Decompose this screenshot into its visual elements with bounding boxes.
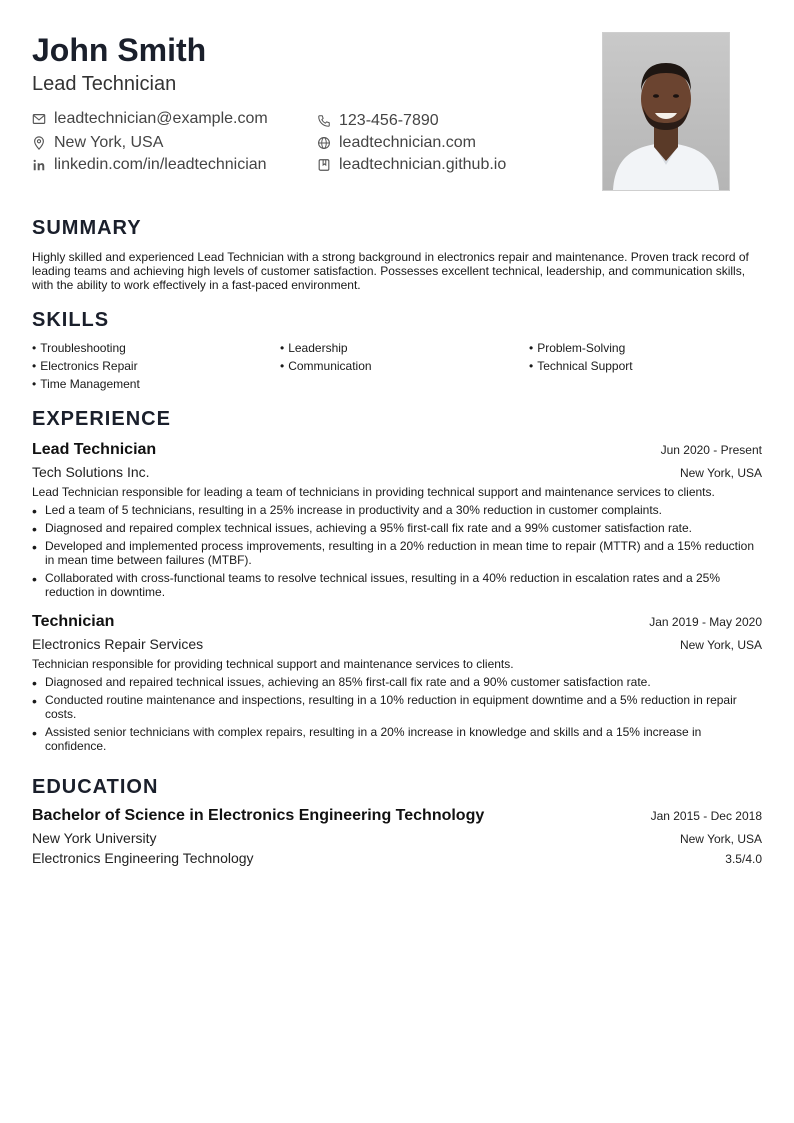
job-company: Electronics Repair Services — [32, 636, 204, 652]
phone-icon — [317, 114, 331, 128]
skill-item: • Electronics Repair — [32, 359, 138, 373]
job-entry — [32, 441, 762, 599]
gpa: 3.5/4.0 — [725, 852, 762, 866]
candidate-role: Lead Technician — [32, 73, 177, 95]
job-achievements — [32, 503, 762, 599]
profile-photo — [602, 32, 730, 191]
skill-item: • Troubleshooting — [32, 341, 126, 355]
linkedin-text: linkedin.com/in/leadtechnician — [54, 156, 267, 173]
skill-item: • Problem-Solving — [529, 341, 626, 355]
education-section — [32, 777, 762, 866]
job-dates: Jan 2019 - May 2020 — [649, 615, 762, 629]
phone-text: 123-456-7890 — [339, 112, 439, 129]
job-description: Technician responsible for providing technical support and maintenance services to clients. — [32, 657, 514, 671]
candidate-name: John Smith — [32, 32, 207, 68]
github-text: leadtechnician.github.io — [339, 156, 507, 173]
experience-heading: EXPERIENCE — [32, 408, 171, 430]
education-heading: EDUCATION — [32, 776, 159, 798]
skills-heading: SKILLS — [32, 309, 110, 331]
achievement-item: • Collaborated with cross-functional teams to resolve technical issues, resulting in a 40% reduction in escalation rates and a 25% reduction in downtime. — [32, 571, 762, 599]
github-icon — [317, 158, 331, 172]
website-text: leadtechnician.com — [339, 134, 476, 151]
location-icon — [32, 136, 46, 150]
achievement-item: • Assisted senior technicians with complex repairs, resulting in a 20% increase in knowledge and skills and a 15% increase in confidence. — [32, 725, 762, 753]
achievement-item: • Diagnosed and repaired complex technical issues, achieving a 95% first-call fix rate and a 99% customer satisfaction rate. — [32, 521, 762, 535]
resume-page — [32, 28, 762, 866]
location-text: New York, USA — [54, 134, 164, 151]
location-item — [32, 133, 163, 153]
linkedin-link[interactable] — [32, 155, 267, 175]
summary-heading: SUMMARY — [32, 217, 142, 239]
achievement-item: • Diagnosed and repaired technical issues, achieving an 85% first-call fix rate and a 90% customer satisfaction rate. — [32, 675, 762, 689]
mail-icon — [32, 112, 46, 126]
github-link[interactable] — [317, 155, 506, 175]
summary-section — [32, 218, 762, 292]
job-dates: Jun 2020 - Present — [660, 443, 762, 457]
skill-item: • Communication — [280, 359, 372, 373]
field-of-study: Electronics Engineering Technology — [32, 850, 254, 866]
degree-title: Bachelor of Science in Electronics Engineering Technology — [32, 807, 485, 824]
skill-item: • Leadership — [280, 341, 348, 355]
email-link[interactable] — [32, 109, 268, 129]
job-location: New York, USA — [679, 638, 762, 652]
skill-item: • Technical Support — [529, 359, 633, 373]
achievement-item: • Conducted routine maintenance and inspections, resulting in a 10% reduction in equipment downtime and a 5% reduction in repair costs. — [32, 693, 762, 721]
summary-text: Highly skilled and experienced Lead Technician with a strong background in electronics repair and maintenance. Proven track record of leading teams and achieving high levels of customer satisfaction. Possesses excellent technical, leadership, and communication skills, with the ability to work effectively in a fast-paced environment. — [32, 250, 749, 292]
education-dates: Jan 2015 - Dec 2018 — [650, 809, 762, 823]
achievement-item: • Developed and implemented process improvements, resulting in a 20% reduction in mean time to repair (MTTR) and a 15% reduction in mean time between failures (MTBF). — [32, 539, 762, 567]
globe-icon — [317, 136, 331, 150]
school-name: New York University — [32, 830, 157, 846]
skills-grid — [32, 341, 762, 391]
email-text: leadtechnician@example.com — [54, 110, 268, 127]
resume-header — [32, 28, 762, 198]
job-location: New York, USA — [679, 466, 762, 480]
job-achievements — [32, 675, 762, 753]
job-entry — [32, 613, 762, 753]
job-title: Technician — [32, 613, 115, 630]
school-location: New York, USA — [679, 832, 762, 846]
skills-section — [32, 310, 762, 391]
job-company: Tech Solutions Inc. — [32, 464, 150, 480]
skill-item: • Time Management — [32, 377, 140, 391]
achievement-item: • Led a team of 5 technicians, resulting in a 25% increase in productivity and a 30% reduction in customer complaints. — [32, 503, 762, 517]
job-title: Lead Technician — [32, 441, 157, 458]
experience-section — [32, 409, 762, 753]
job-description: Lead Technician responsible for leading a team of technicians in providing technical support and maintenance services to clients. — [32, 485, 715, 499]
phone-link[interactable] — [317, 111, 439, 131]
linkedin-icon — [32, 158, 46, 172]
website-link[interactable] — [317, 133, 476, 153]
